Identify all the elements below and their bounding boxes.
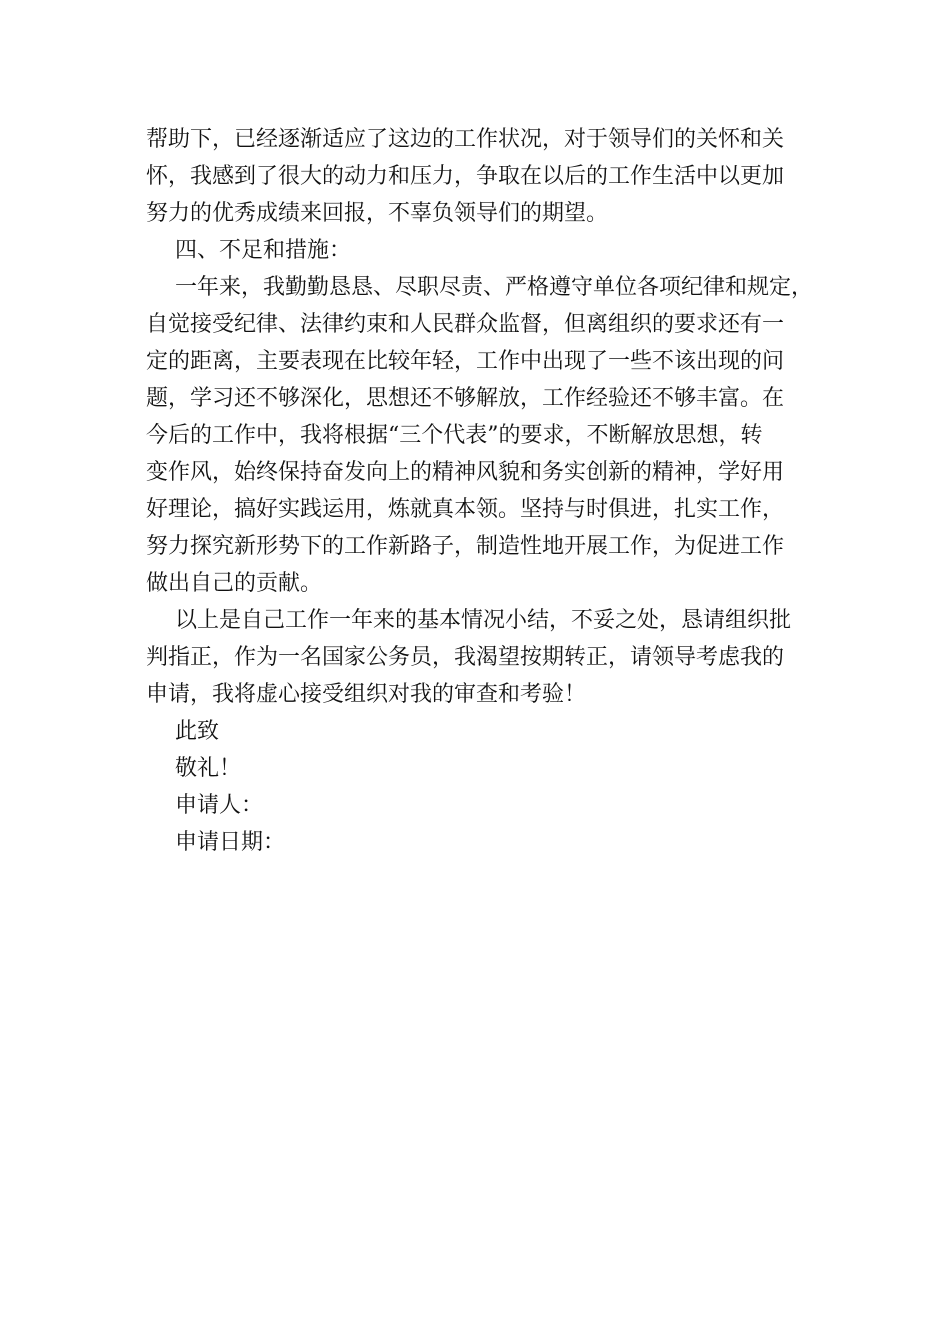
paragraph-line: 做出自己的贡献。	[146, 571, 323, 596]
paragraph-line: 一年来，我勤勤恳恳、尽职尽责、严格遵守单位各项纪律和规定，	[175, 275, 814, 300]
paragraph-line: 申请，我将虚心接受组织对我的审查和考验！	[146, 682, 587, 707]
application-date-label: 申请日期：	[175, 830, 286, 855]
paragraph-line: 今后的工作中，我将根据“三个代表”的要求，不断解放思想，转	[146, 423, 763, 448]
applicant-label: 申请人：	[175, 793, 264, 818]
paragraph-line: 努力探究新形势下的工作新路子，制造性地开展工作，为促进工作	[146, 534, 785, 559]
paragraph-line: 努力的优秀成绩来回报，不辜负领导们的期望。	[146, 201, 609, 226]
paragraph-line: 变作风，始终保持奋发向上的精神风貌和务实创新的精神，学好用	[146, 460, 785, 485]
paragraph-line: 以上是自己工作一年来的基本情况小结，不妥之处，恳请组织批	[175, 608, 792, 633]
paragraph-line: 帮助下，已经逐渐适应了这边的工作状况，对于领导们的关怀和关	[146, 127, 785, 152]
paragraph-line: 判指正，作为一名国家公务员，我渴望按期转正，请领导考虑我的	[146, 645, 785, 670]
paragraph-line: 定的距离，主要表现在比较年轻，工作中出现了一些不该出现的问	[146, 349, 785, 374]
document-body	[146, 121, 826, 861]
section-heading: 四、不足和措施：	[175, 238, 352, 263]
paragraph-line: 题，学习还不够深化，思想还不够解放，工作经验还不够丰富。在	[146, 386, 785, 411]
paragraph-line: 自觉接受纪律、法律约束和人民群众监督，但离组织的要求还有一	[146, 312, 785, 337]
closing-salutation: 此致	[175, 719, 220, 744]
paragraph-line: 好理论，搞好实践运用，炼就真本领。坚持与时俱进，扎实工作，	[146, 497, 785, 522]
paragraph-line: 怀，我感到了很大的动力和压力，争取在以后的工作生活中以更加	[146, 164, 785, 189]
closing-regards: 敬礼！	[175, 756, 242, 781]
